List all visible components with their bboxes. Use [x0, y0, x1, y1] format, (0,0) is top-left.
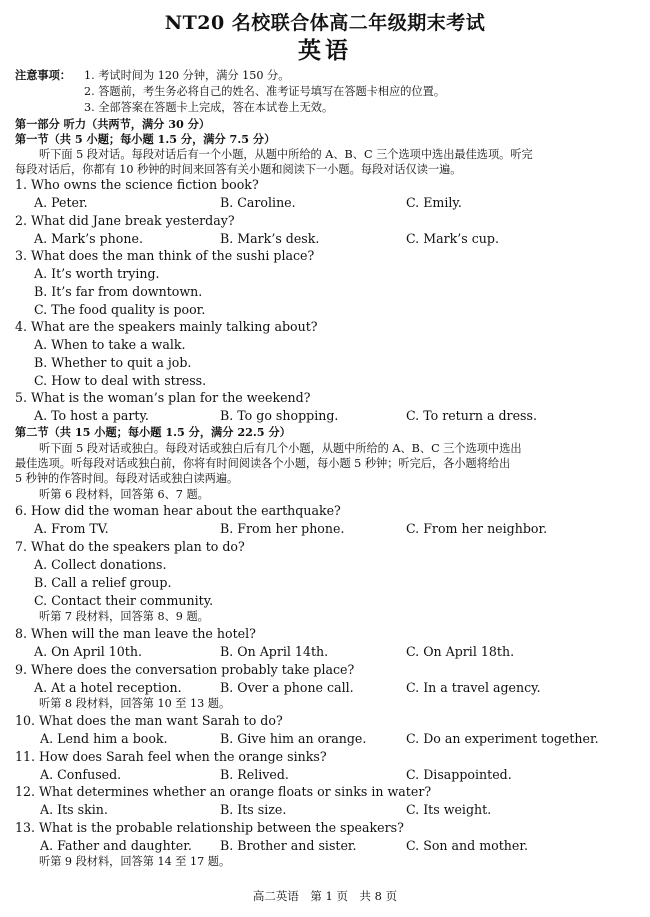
question-6-stem: 6. How did the woman hear about the earthquake?: [15, 503, 341, 518]
subject-title: 英语: [298, 37, 352, 64]
question-6-option-a: A. From TV.: [34, 521, 109, 536]
question-6-option-c: C. From her neighbor.: [406, 521, 548, 536]
note-item-3: 3. 全部答案在答题卡上完成，答在本试卷上无效。: [84, 101, 334, 114]
question-7-option-b: B. Call a relief group.: [34, 575, 172, 590]
question-10-stem: 10. What does the man want Sarah to do?: [15, 713, 283, 728]
section2-instructions-line2: 最佳选项。听每段对话或独白前，你将有时间阅读各个小题，每小题 5 秒钟；听完后，各小题将给出: [15, 457, 511, 470]
question-8-stem: 8. When will the man leave the hotel?: [15, 626, 256, 641]
question-9-stem: 9. Where does the conversation probably take place?: [15, 662, 355, 677]
exam-title: NT20 名校联合体高二年级期末考试: [164, 12, 486, 34]
question-8-option-a: A. On April 10th.: [34, 644, 142, 659]
question-9-option-b: B. Over a phone call.: [220, 680, 354, 695]
question-3-stem: 3. What does the man think of the sushi place?: [15, 248, 315, 263]
question-1-option-a: A. Peter.: [34, 195, 88, 210]
section2-heading: 第二节（共 15 小题；每小题 1.5 分，满分 22.5 分）: [15, 425, 291, 439]
question-2-stem: 2. What did Jane break yesterday?: [15, 213, 235, 228]
question-11-stem: 11. How does Sarah feel when the orange sinks?: [15, 749, 327, 764]
part1-heading: 第一部分 听力（共两节，满分 30 分）: [15, 117, 211, 131]
section2-instructions-line1: 听下面 5 段对话或独白。每段对话或独白后有几个小题，从题中所给的 A、B、C 三个选项中选出: [39, 442, 522, 455]
question-9-option-a: A. At a hotel reception.: [34, 680, 182, 695]
question-5-stem: 5. What is the woman’s plan for the weekend?: [15, 390, 311, 405]
question-5-option-c: C. To return a dress.: [406, 408, 537, 423]
question-2-option-a: A. Mark’s phone.: [34, 231, 143, 246]
question-11-option-b: B. Relived.: [220, 767, 289, 782]
question-2-option-b: B. Mark’s desk.: [220, 231, 320, 246]
question-4-stem: 4. What are the speakers mainly talking about?: [15, 319, 318, 334]
question-11-option-a: A. Confused.: [40, 767, 122, 782]
material-9-note: 听第 9 段材料，回答第 14 至 17 题。: [39, 855, 231, 868]
question-5-option-a: A. To host a party.: [34, 408, 149, 423]
question-7-option-c: C. Contact their community.: [34, 593, 214, 608]
question-10-option-c: C. Do an experiment together.: [406, 731, 599, 746]
question-11-option-c: C. Disappointed.: [406, 767, 512, 782]
section1-instructions-line2: 每段对话后，你都有 10 秒钟的时间来回答有关小题和阅读下一小题。每段对话仅读一遍。: [15, 163, 462, 176]
question-9-option-c: C. In a travel agency.: [406, 680, 541, 695]
question-13-option-a: A. Father and daughter.: [40, 838, 192, 853]
section1-heading: 第一节（共 5 小题；每小题 1.5 分，满分 7.5 分）: [15, 132, 276, 146]
question-12-option-a: A. Its skin.: [40, 802, 108, 817]
question-8-option-b: B. On April 14th.: [220, 644, 329, 659]
question-4-option-c: C. How to deal with stress.: [34, 373, 207, 388]
question-12-option-c: C. Its weight.: [406, 802, 492, 817]
note-item-1: 1. 考试时间为 120 分钟，满分 150 分。: [84, 69, 290, 82]
note-item-2: 2. 答题前，考生务必将自己的姓名、准考证号填写在答题卡相应的位置。: [84, 85, 446, 98]
question-12-option-b: B. Its size.: [220, 802, 287, 817]
question-1-option-b: B. Caroline.: [220, 195, 296, 210]
section2-instructions-line3: 5 秒钟的作答时间。每段对话或独白读两遍。: [15, 472, 239, 485]
question-10-option-b: B. Give him an orange.: [220, 731, 367, 746]
material-8-note: 听第 8 段材料，回答第 10 至 13 题。: [39, 697, 231, 710]
question-4-option-b: B. Whether to quit a job.: [34, 355, 192, 370]
notes-label: 注意事项：: [15, 68, 71, 82]
section1-instructions-line1: 听下面 5 段对话。每段对话后有一个小题，从题中所给的 A、B、C 三个选项中选出最佳选项。听完: [39, 148, 533, 161]
question-12-stem: 12. What determines whether an orange floats or sinks in water?: [15, 784, 432, 799]
question-3-option-c: C. The food quality is poor.: [34, 302, 206, 317]
question-7-stem: 7. What do the speakers plan to do?: [15, 539, 245, 554]
question-13-option-c: C. Son and mother.: [406, 838, 528, 853]
question-10-option-a: A. Lend him a book.: [40, 731, 168, 746]
material-6-note: 听第 6 段材料，回答第 6、7 题。: [39, 488, 209, 501]
page-footer: 高二英语 第 1 页 共 8 页: [252, 889, 398, 903]
question-4-option-a: A. When to take a walk.: [34, 337, 186, 352]
question-13-option-b: B. Brother and sister.: [220, 838, 357, 853]
question-7-option-a: A. Collect donations.: [34, 557, 167, 572]
question-6-option-b: B. From her phone.: [220, 521, 345, 536]
material-7-note: 听第 7 段材料，回答第 8、9 题。: [39, 610, 209, 623]
question-2-option-c: C. Mark’s cup.: [406, 231, 499, 246]
question-5-option-b: B. To go shopping.: [220, 408, 339, 423]
question-1-option-c: C. Emily.: [406, 195, 462, 210]
question-3-option-b: B. It’s far from downtown.: [34, 284, 203, 299]
question-8-option-c: C. On April 18th.: [406, 644, 515, 659]
question-1-stem: 1. Who owns the science fiction book?: [15, 177, 259, 192]
question-13-stem: 13. What is the probable relationship between the speakers?: [15, 820, 404, 835]
question-3-option-a: A. It’s worth trying.: [34, 266, 160, 281]
